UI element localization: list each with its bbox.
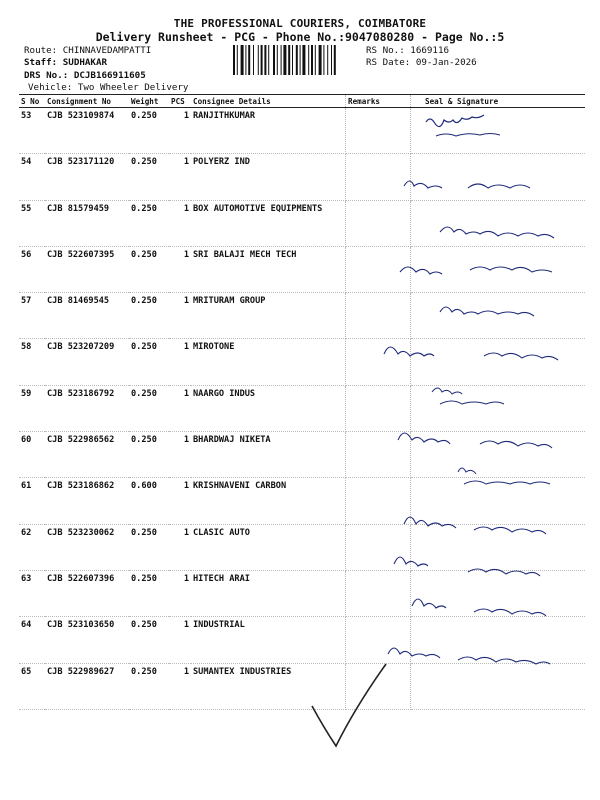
row-pcs: 1 bbox=[169, 385, 191, 431]
barcode-bar bbox=[245, 45, 246, 75]
table-row bbox=[19, 154, 585, 200]
rs-date-value: 09-Jan-2026 bbox=[415, 57, 477, 68]
row-remarks bbox=[346, 246, 411, 292]
row-consignee-name: MIROTONE bbox=[191, 339, 346, 385]
drs-label: DRS No.: bbox=[24, 70, 69, 81]
barcode-bar bbox=[292, 45, 293, 75]
rs-date-line bbox=[366, 57, 477, 68]
row-remarks bbox=[346, 385, 411, 431]
barcode-bar bbox=[261, 45, 263, 75]
table-row bbox=[19, 478, 585, 524]
barcode-bar bbox=[273, 45, 275, 75]
row-seal-signature bbox=[411, 432, 586, 478]
row-sno: 54 bbox=[19, 154, 45, 200]
row-remarks bbox=[346, 200, 411, 246]
row-seal-signature bbox=[411, 570, 586, 616]
row-remarks bbox=[346, 524, 411, 570]
row-pcs: 1 bbox=[169, 108, 191, 154]
rs-no-line bbox=[366, 45, 449, 56]
row-sno: 53 bbox=[19, 108, 45, 154]
row-consignee-name: BOX AUTOMOTIVE EQUIPMENTS bbox=[191, 200, 346, 246]
barcode-bar bbox=[248, 45, 250, 75]
row-pcs: 1 bbox=[169, 339, 191, 385]
row-consignment-no: CJB 522986562 bbox=[45, 432, 129, 478]
row-consignment-no: CJB 522607395 bbox=[45, 246, 129, 292]
row-seal-signature bbox=[411, 246, 586, 292]
row-sno: 59 bbox=[19, 385, 45, 431]
rs-no-label: RS No.: bbox=[366, 45, 405, 56]
row-pcs: 1 bbox=[169, 154, 191, 200]
barcode-bar bbox=[237, 45, 238, 75]
barcode-bar bbox=[311, 45, 313, 75]
row-pcs: 1 bbox=[169, 617, 191, 663]
row-consignment-no: CJB 522607396 bbox=[45, 570, 129, 616]
col-pcs: PCS bbox=[169, 95, 191, 108]
row-consignment-no: CJB 523109874 bbox=[45, 108, 129, 154]
row-weight: 0.250 bbox=[129, 108, 169, 154]
row-weight: 0.250 bbox=[129, 432, 169, 478]
table-row bbox=[19, 570, 585, 616]
row-weight: 0.250 bbox=[129, 617, 169, 663]
row-consignment-no: CJB 523186862 bbox=[45, 478, 129, 524]
row-consignee-name: KRISHNAVENI CARBON bbox=[191, 478, 346, 524]
col-seal-signature: Seal & Signature bbox=[411, 95, 586, 108]
row-consignment-no: CJB 523230062 bbox=[45, 524, 129, 570]
row-weight: 0.250 bbox=[129, 570, 169, 616]
row-pcs: 1 bbox=[169, 478, 191, 524]
row-weight: 0.250 bbox=[129, 385, 169, 431]
table-row bbox=[19, 432, 585, 478]
table-row bbox=[19, 200, 585, 246]
table-row bbox=[19, 339, 585, 385]
table-header-row bbox=[19, 95, 585, 108]
drs-line bbox=[24, 70, 146, 81]
staff-value: SUDHAKAR bbox=[62, 57, 108, 68]
row-seal-signature bbox=[411, 478, 586, 524]
barcode-bar bbox=[323, 45, 324, 75]
barcode-bar bbox=[288, 45, 290, 75]
row-pcs: 1 bbox=[169, 246, 191, 292]
row-consignment-no: CJB 522989627 bbox=[45, 663, 129, 709]
row-consignee-name: HITECH ARAI bbox=[191, 570, 346, 616]
row-seal-signature bbox=[411, 663, 586, 709]
row-remarks bbox=[346, 339, 411, 385]
col-consignment: Consignment No bbox=[45, 95, 129, 108]
row-sno: 60 bbox=[19, 432, 45, 478]
row-consignee-name: INDUSTRIAL bbox=[191, 617, 346, 663]
delivery-table bbox=[19, 94, 585, 710]
barcode-bar bbox=[334, 45, 336, 75]
row-sno: 61 bbox=[19, 478, 45, 524]
row-seal-signature bbox=[411, 617, 586, 663]
rs-no-value: 1669116 bbox=[410, 45, 450, 56]
row-remarks bbox=[346, 663, 411, 709]
row-consignee-name: BHARDWAJ NIKETA bbox=[191, 432, 346, 478]
barcode-bar bbox=[277, 45, 278, 75]
row-weight: 0.250 bbox=[129, 200, 169, 246]
vehicle-value: Two Wheeler Delivery bbox=[77, 82, 189, 93]
row-sno: 55 bbox=[19, 200, 45, 246]
row-consignee-name: POLYERZ IND bbox=[191, 154, 346, 200]
table-row bbox=[19, 663, 585, 709]
row-consignment-no: CJB 81469545 bbox=[45, 293, 129, 339]
table-row bbox=[19, 385, 585, 431]
row-remarks bbox=[346, 570, 411, 616]
row-sno: 62 bbox=[19, 524, 45, 570]
row-consignment-no: CJB 523171120 bbox=[45, 154, 129, 200]
barcode-bar bbox=[268, 45, 269, 75]
row-weight: 0.250 bbox=[129, 246, 169, 292]
row-seal-signature bbox=[411, 339, 586, 385]
route-label: Route: bbox=[24, 45, 58, 56]
row-consignee-name: RANJITHKUMAR bbox=[191, 108, 346, 154]
col-sno: S No bbox=[19, 95, 45, 108]
table-row bbox=[19, 108, 585, 154]
row-remarks bbox=[346, 293, 411, 339]
rs-date-label: RS Date: bbox=[366, 57, 411, 68]
runsheet-subtitle: Delivery Runsheet - PCG - Phone No.:9047080280 - Page No.:5 bbox=[95, 30, 505, 44]
row-pcs: 1 bbox=[169, 200, 191, 246]
drs-value: DCJB166911605 bbox=[73, 70, 146, 81]
row-sno: 56 bbox=[19, 246, 45, 292]
row-seal-signature bbox=[411, 154, 586, 200]
col-weight: Weight bbox=[129, 95, 169, 108]
row-consignment-no: CJB 523207209 bbox=[45, 339, 129, 385]
row-consignment-no: CJB 523103650 bbox=[45, 617, 129, 663]
barcode-bar bbox=[264, 45, 266, 75]
barcode-bar bbox=[302, 45, 305, 75]
row-sno: 63 bbox=[19, 570, 45, 616]
barcode-bar bbox=[315, 45, 316, 75]
company-title: THE PROFESSIONAL COURIERS, COIMBATORE bbox=[173, 17, 427, 30]
row-pcs: 1 bbox=[169, 524, 191, 570]
row-consignee-name: CLASIC AUTO bbox=[191, 524, 346, 570]
vehicle-label: Vehicle: bbox=[28, 82, 73, 93]
row-consignment-no: CJB 81579459 bbox=[45, 200, 129, 246]
barcode-bar bbox=[241, 45, 244, 75]
row-pcs: 1 bbox=[169, 293, 191, 339]
row-consignee-name: SUMANTEX INDUSTRIES bbox=[191, 663, 346, 709]
row-seal-signature bbox=[411, 293, 586, 339]
barcode-bar bbox=[233, 45, 235, 75]
row-remarks bbox=[346, 617, 411, 663]
row-weight: 0.250 bbox=[129, 293, 169, 339]
row-pcs: 1 bbox=[169, 432, 191, 478]
row-remarks bbox=[346, 478, 411, 524]
barcode bbox=[233, 45, 361, 75]
barcode-bar bbox=[258, 45, 259, 75]
row-weight: 0.250 bbox=[129, 339, 169, 385]
col-consignee-details: Consignee Details bbox=[191, 95, 346, 108]
row-sno: 58 bbox=[19, 339, 45, 385]
table-row bbox=[19, 617, 585, 663]
row-sno: 64 bbox=[19, 617, 45, 663]
table-row bbox=[19, 293, 585, 339]
row-weight: 0.250 bbox=[129, 154, 169, 200]
table-row bbox=[19, 246, 585, 292]
barcode-bar bbox=[308, 45, 309, 75]
row-pcs: 1 bbox=[169, 663, 191, 709]
row-consignee-name: SRI BALAJI MECH TECH bbox=[191, 246, 346, 292]
staff-line bbox=[24, 57, 107, 68]
barcode-bar bbox=[331, 45, 332, 75]
row-remarks bbox=[346, 432, 411, 478]
barcode-bar bbox=[319, 45, 322, 75]
barcode-bar bbox=[283, 45, 286, 75]
staff-label: Staff: bbox=[24, 57, 58, 68]
row-seal-signature bbox=[411, 385, 586, 431]
barcode-bar bbox=[281, 45, 282, 75]
row-remarks bbox=[346, 108, 411, 154]
row-consignee-name: NAARGO INDUS bbox=[191, 385, 346, 431]
row-seal-signature bbox=[411, 524, 586, 570]
row-seal-signature bbox=[411, 200, 586, 246]
route-line bbox=[24, 45, 151, 56]
row-sno: 57 bbox=[19, 293, 45, 339]
row-seal-signature bbox=[411, 108, 586, 154]
row-sno: 65 bbox=[19, 663, 45, 709]
route-value: CHINNAVEDAMPATTI bbox=[62, 45, 152, 56]
row-consignee-name: MRITURAM GROUP bbox=[191, 293, 346, 339]
row-weight: 0.250 bbox=[129, 663, 169, 709]
barcode-bar bbox=[327, 45, 328, 75]
row-pcs: 1 bbox=[169, 570, 191, 616]
barcode-bar bbox=[300, 45, 301, 75]
vehicle-line bbox=[28, 82, 188, 93]
col-remarks: Remarks bbox=[346, 95, 411, 108]
row-remarks bbox=[346, 154, 411, 200]
barcode-bar bbox=[296, 45, 298, 75]
row-weight: 0.250 bbox=[129, 524, 169, 570]
barcode-bar bbox=[253, 45, 254, 75]
table-row bbox=[19, 524, 585, 570]
row-weight: 0.600 bbox=[129, 478, 169, 524]
row-consignment-no: CJB 523186792 bbox=[45, 385, 129, 431]
